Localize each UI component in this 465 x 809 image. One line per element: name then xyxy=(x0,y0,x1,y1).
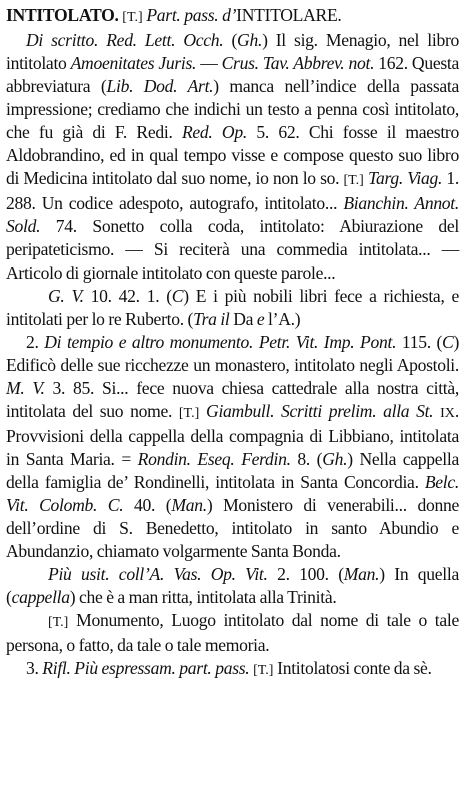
citation-source: Red. Op. xyxy=(181,122,247,143)
citation-source: Targ. Viag. xyxy=(368,168,443,189)
citation-source: M. V. xyxy=(6,377,45,398)
sense-number: 2. xyxy=(26,331,45,352)
citation-source: Rondin. Eseq. Ferdin. xyxy=(137,448,291,469)
sense-number: 3. xyxy=(26,658,43,679)
citation-source: Crus. Tav. Abbrev. not. xyxy=(221,53,375,74)
tag-marker: [T.] xyxy=(122,10,143,25)
tag-marker: [T.] xyxy=(178,405,200,421)
sense-1-paragraph: Di scritto. Red. Lett. Occh. (Gh.) Il sig. Menagio, nel libro intitolato Amoenitates Juris. — Crus. Tav. Abbrev. not. 162. Questa abbreviatura (Lib. Dod. Art.) manca nell’indice della passata impressione; crediamo che indichi un testo a penna così intitolato, che fu già di F. Redi. Red. Op. 5. 62. Chi fosse il maestro Aldobrandino, ed in qual tempo visse e compose questo suo libro di Medicina intitolato dal suo nome, io non lo so. [T.] Targ. Viag. 1. 288. Un codice adespoto, autografo, intitolato... Bianchin. Annot. Sold. 74. Sonetto colla coda, intitolato: Abiurazione del peripateticismo. — Si reciterà una commedia intitolata... — Articolo di giornale intitolato con queste parole... xyxy=(6,30,460,283)
sense-2-paragraph: 2. Di tempio e altro monumento. Petr. Vit. Imp. Pont. 115. (C) Edificò delle sue ricchezze un monastero, intitolato negli Apostoli. M. V. 3. 85. Si... fece nuova chiesa cattedrale alla nostra città, intitolata del suo nome. [T.] Giambull. Scritti prelim. alla St. IX. Provvisioni della cappella della compagnia di Libbiano, intitolata in Santa Maria. = Rondin. Eseq. Ferdin. 8. (Gh.) Nella cappella della famiglia de’ Rondinelli, intitolata in Santa Concordia. Belc. Vit. Colomb. C. 40. (Man.) Monistero di venerabili... donne dell’ordine di S. Benedetto, intitolato in santo Abundio e Abundanzio, chiamato volgarmente Santa Bonda. xyxy=(6,331,460,562)
book-title: Amoenitates Juris. xyxy=(70,53,197,74)
root-verb: INTITOLARE. xyxy=(236,5,342,25)
citation-source: Giambull. Scritti prelim. alla St. xyxy=(206,400,434,421)
sense-3-paragraph: 3. Rifl. Più espressam. part. pass. [T.] Intitolatosi conte da sè. xyxy=(26,658,432,679)
tag-marker: [T.] xyxy=(48,615,69,631)
citation-source: Vas. Op. Vit. xyxy=(173,564,268,585)
tag-marker: [T.] xyxy=(253,663,274,679)
preposition: d’ xyxy=(222,5,237,25)
citation-source: Belc. Vit. Colomb. C. xyxy=(6,471,459,515)
citation-paragraph-2: Più usit. coll’A. Vas. Op. Vit. 2. 100. (Man.) In quella (cappella) che è a man ritta, intitolata alla Trinità. xyxy=(6,564,459,608)
citation-source: Bianchin. Annot. Sold. xyxy=(6,193,459,237)
entry-header xyxy=(6,4,459,29)
sense-3-label: Rifl. Più espressam. part. pass. xyxy=(42,658,250,679)
note-paragraph: [T.] Monumento, Luogo intitolato dal nome di tale o tale persona, o fatto, da tale o tale memoria. xyxy=(6,610,459,656)
sense-2-label: Di tempio e altro monumento. xyxy=(44,331,254,352)
tag-marker: [T.] xyxy=(343,173,364,189)
sense-1-label: Di scritto. xyxy=(26,30,99,51)
headword: INTITOLATO. xyxy=(6,5,119,25)
part-of-speech: Part. pass. xyxy=(146,5,219,25)
usage-note: Più usit. coll’A. xyxy=(48,564,165,585)
citation-source: Petr. Vit. Imp. Pont. xyxy=(258,331,397,352)
citation-source: G. V. xyxy=(48,285,84,306)
citation-source: Red. Lett. Occh. xyxy=(106,30,224,51)
citation-paragraph-1: G. V. 10. 42. 1. (C) E i più nobili libri fece a richiesta, e intitolati per lo re Ruberto. (Tra il Da e l’A.) xyxy=(6,285,459,329)
